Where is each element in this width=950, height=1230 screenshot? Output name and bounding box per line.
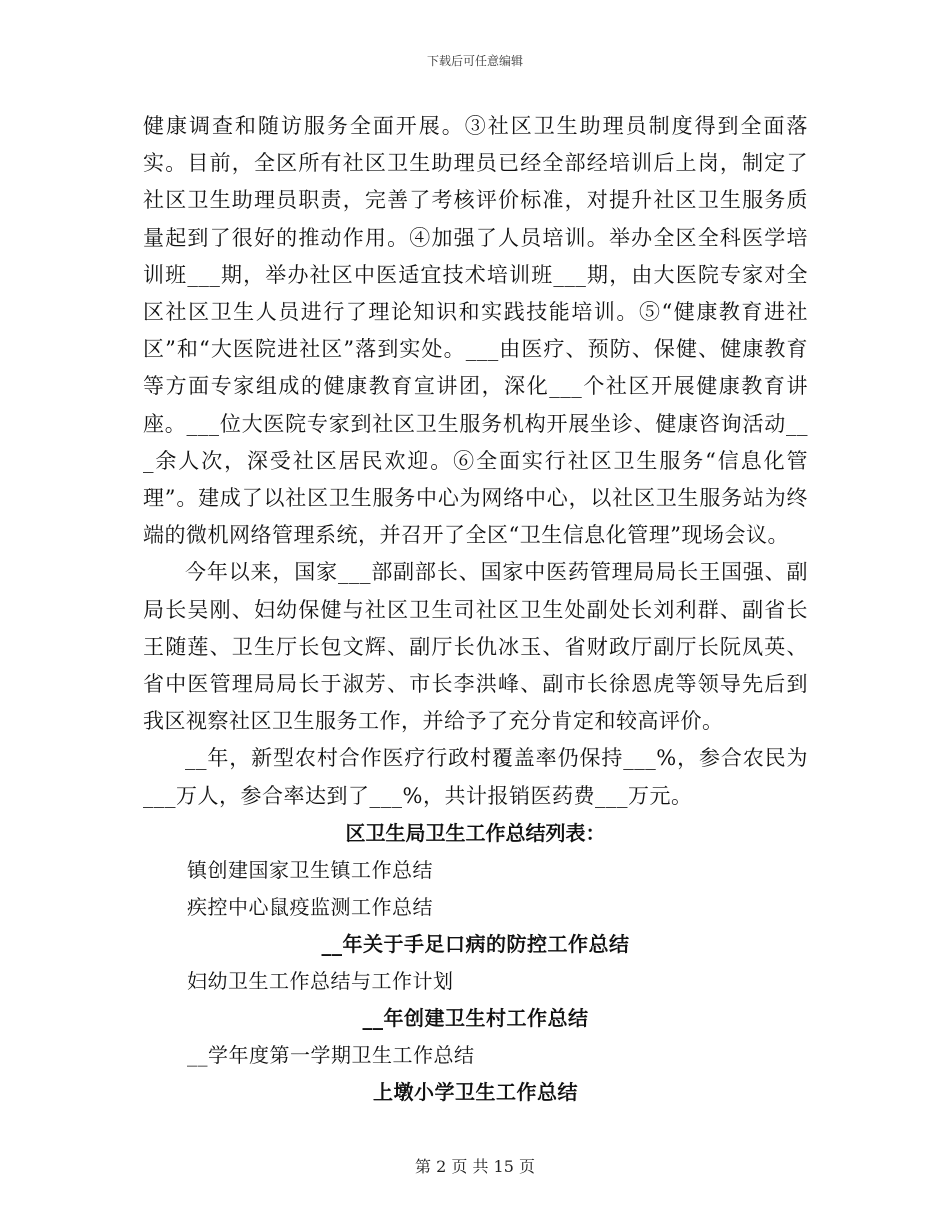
page-header: 下载后可任意编辑 <box>426 54 523 68</box>
page-number: 第 2 页 共 15 页 <box>415 1157 535 1176</box>
list-item-hfmd-control-summary[interactable]: __年关于手足口病的防控工作总结 <box>321 931 630 956</box>
paragraph-rural-cooperative-medical: __年，新型农村合作医疗行政村覆盖率仍保持___%，参合农民为___万人，参合率达到了___%，共计报销医药费___万元。 <box>143 746 808 808</box>
list-item-health-village-summary[interactable]: __年创建卫生村工作总结 <box>362 1005 589 1030</box>
document-body <box>143 108 808 1111</box>
list-item-school-health-summary[interactable]: 上墩小学卫生工作总结 <box>373 1079 578 1104</box>
paragraph-leadership-visits: 今年以来，国家___部副部长、国家中医药管理局局长王国强、副局长吴刚、妇幼保健与社区卫生司社区卫生处副处长刘利群、副省长王随莲、卫生厅长包文辉、副厅长仇冰玉、省财政厅副厅长阮凤英、省中医管理局局长于淑芳、市长李洪峰、副市长徐恩虎等领导先后到我区视察社区卫生服务工作，并给予了充分肯定和较高评价。 <box>143 560 808 734</box>
summary-list-title: 区卫生局卫生工作总结列表： <box>345 820 606 845</box>
list-item-plague-monitoring-summary[interactable]: 疾控中心鼠疫监测工作总结 <box>187 894 433 919</box>
paragraph-community-health: 健康调查和随访服务全面开展。③社区卫生助理员制度得到全面落实。目前，全区所有社区卫生助理员已经全部经培训后上岗，制定了社区卫生助理员职责，完善了考核评价标准，对提升社区卫生服务质量起到了很好的推动作用。④加强了人员培训。举办全区全科医学培训班___期，举办社区中医适宜技术培训班___期，由大医院专家对全区社区卫生人员进行了理论知识和实践技能培训。⑤“健康教育进社区”和“大医院进社区”落到实处。___由医疗、预防、保健、健康教育等方面专家组成的健康教育宣讲团，深化___个社区开展健康教育讲座。___位大医院专家到社区卫生服务机构开展坐诊、健康咨询活动___余人次，深受社区居民欢迎。⑥全面实行社区卫生服务“信息化管理”。建成了以社区卫生服务中心为网络中心，以社区卫生服务站为终端的微机网络管理系统，并召开了全区“卫生信息化管理”现场会议。 <box>143 114 808 548</box>
list-item-maternal-child-summary[interactable]: 妇幼卫生工作总结与工作计划 <box>187 968 454 993</box>
list-item-town-health-summary[interactable]: 镇创建国家卫生镇工作总结 <box>187 857 433 882</box>
list-item-semester-health-summary[interactable]: __学年度第一学期卫生工作总结 <box>187 1042 475 1067</box>
